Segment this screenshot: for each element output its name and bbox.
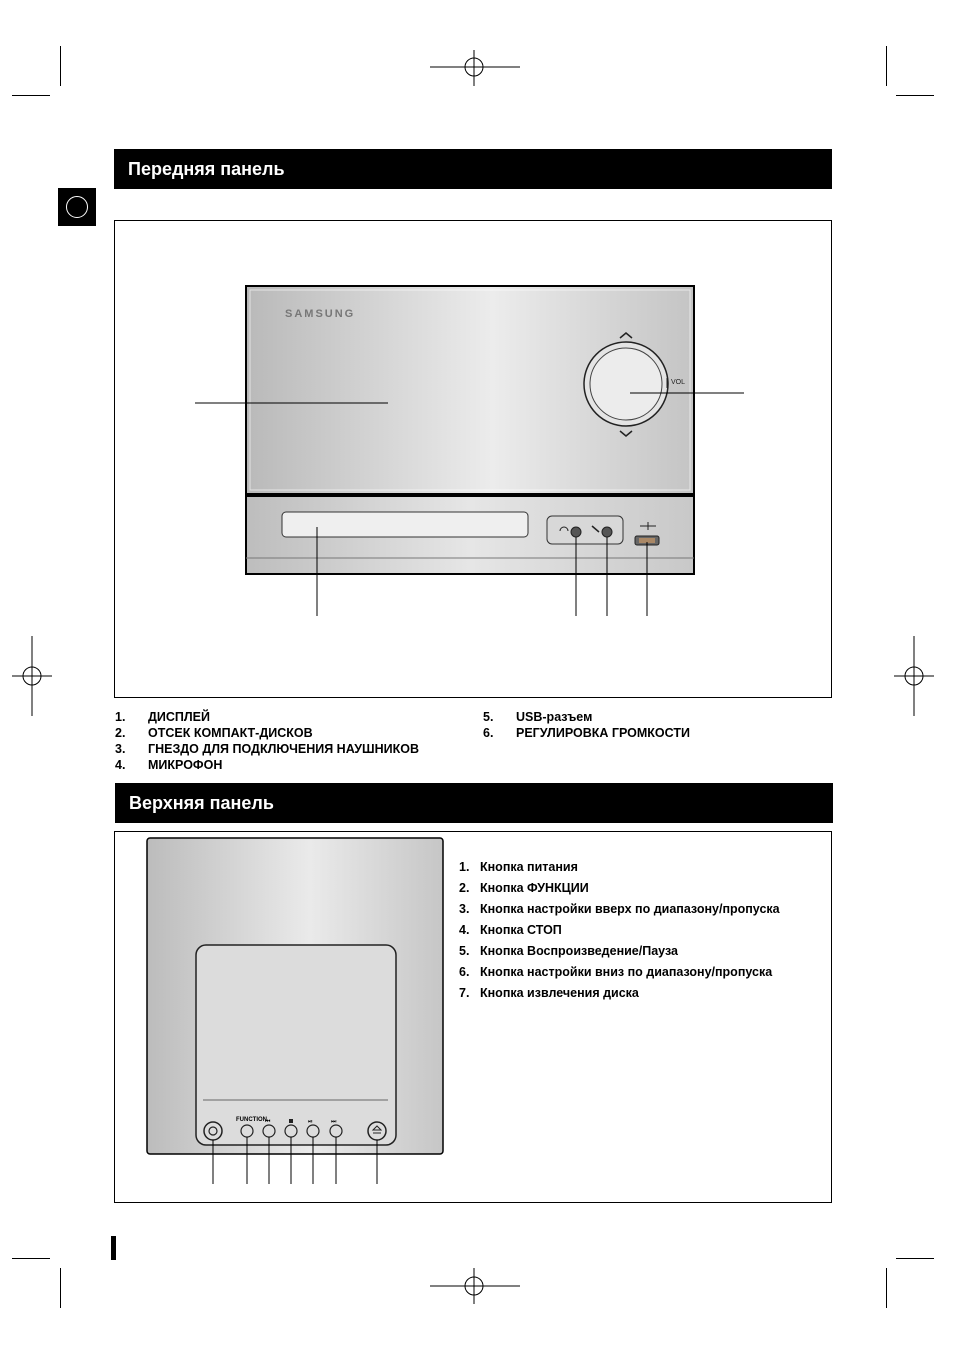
registration-mark-top [430, 50, 520, 86]
front-panel-heading: Передняя панель [114, 149, 832, 189]
list-item: 4. МИКРОФОН [115, 758, 223, 772]
top-device-illustration [140, 834, 450, 1190]
list-item: 5. Кнопка Воспроизведение/Пауза [459, 944, 678, 958]
front-device-illustration [180, 280, 760, 620]
brand-logo: SAMSUNG [285, 308, 356, 320]
list-item: 5. USB-разъем [483, 710, 593, 724]
page-marker [111, 1236, 116, 1260]
list-item: 2. ОТСЕК КОМПАКТ-ДИСКОВ [115, 726, 313, 740]
front-legend-left [115, 709, 419, 773]
registration-mark-left [8, 636, 52, 716]
list-item: 7. Кнопка извлечения диска [459, 986, 639, 1000]
list-item: 3. Кнопка настройки вверх по диапазону/пропуска [459, 902, 780, 916]
list-item: 6. РЕГУЛИРОВКА ГРОМКОСТИ [483, 726, 690, 740]
language-circle-icon [66, 196, 88, 218]
list-item: 2. Кнопка ФУНКЦИИ [459, 881, 589, 895]
list-item: 1. Кнопка питания [459, 860, 578, 874]
vol-label: VOL [671, 379, 686, 386]
registration-mark-bottom [430, 1268, 520, 1304]
front-legend-right [483, 709, 690, 741]
top-legend [459, 857, 780, 1004]
registration-mark-right [894, 636, 938, 716]
svg-text:⏯: ⏯ [308, 1118, 313, 1125]
language-tab [58, 188, 96, 226]
svg-text:⏮: ⏮ [265, 1118, 271, 1125]
function-label: FUNCTION [236, 1117, 267, 1123]
list-item: 1. ДИСПЛЕЙ [115, 710, 210, 724]
list-item: 6. Кнопка настройки вниз по диапазону/пропуска [459, 965, 773, 979]
list-item: 4. Кнопка СТОП [459, 923, 562, 937]
top-panel-heading: Верхняя панель [115, 783, 833, 823]
list-item: 3. ГНЕЗДО ДЛЯ ПОДКЛЮЧЕНИЯ НАУШНИКОВ [115, 742, 419, 756]
svg-text:⏭: ⏭ [331, 1118, 337, 1125]
